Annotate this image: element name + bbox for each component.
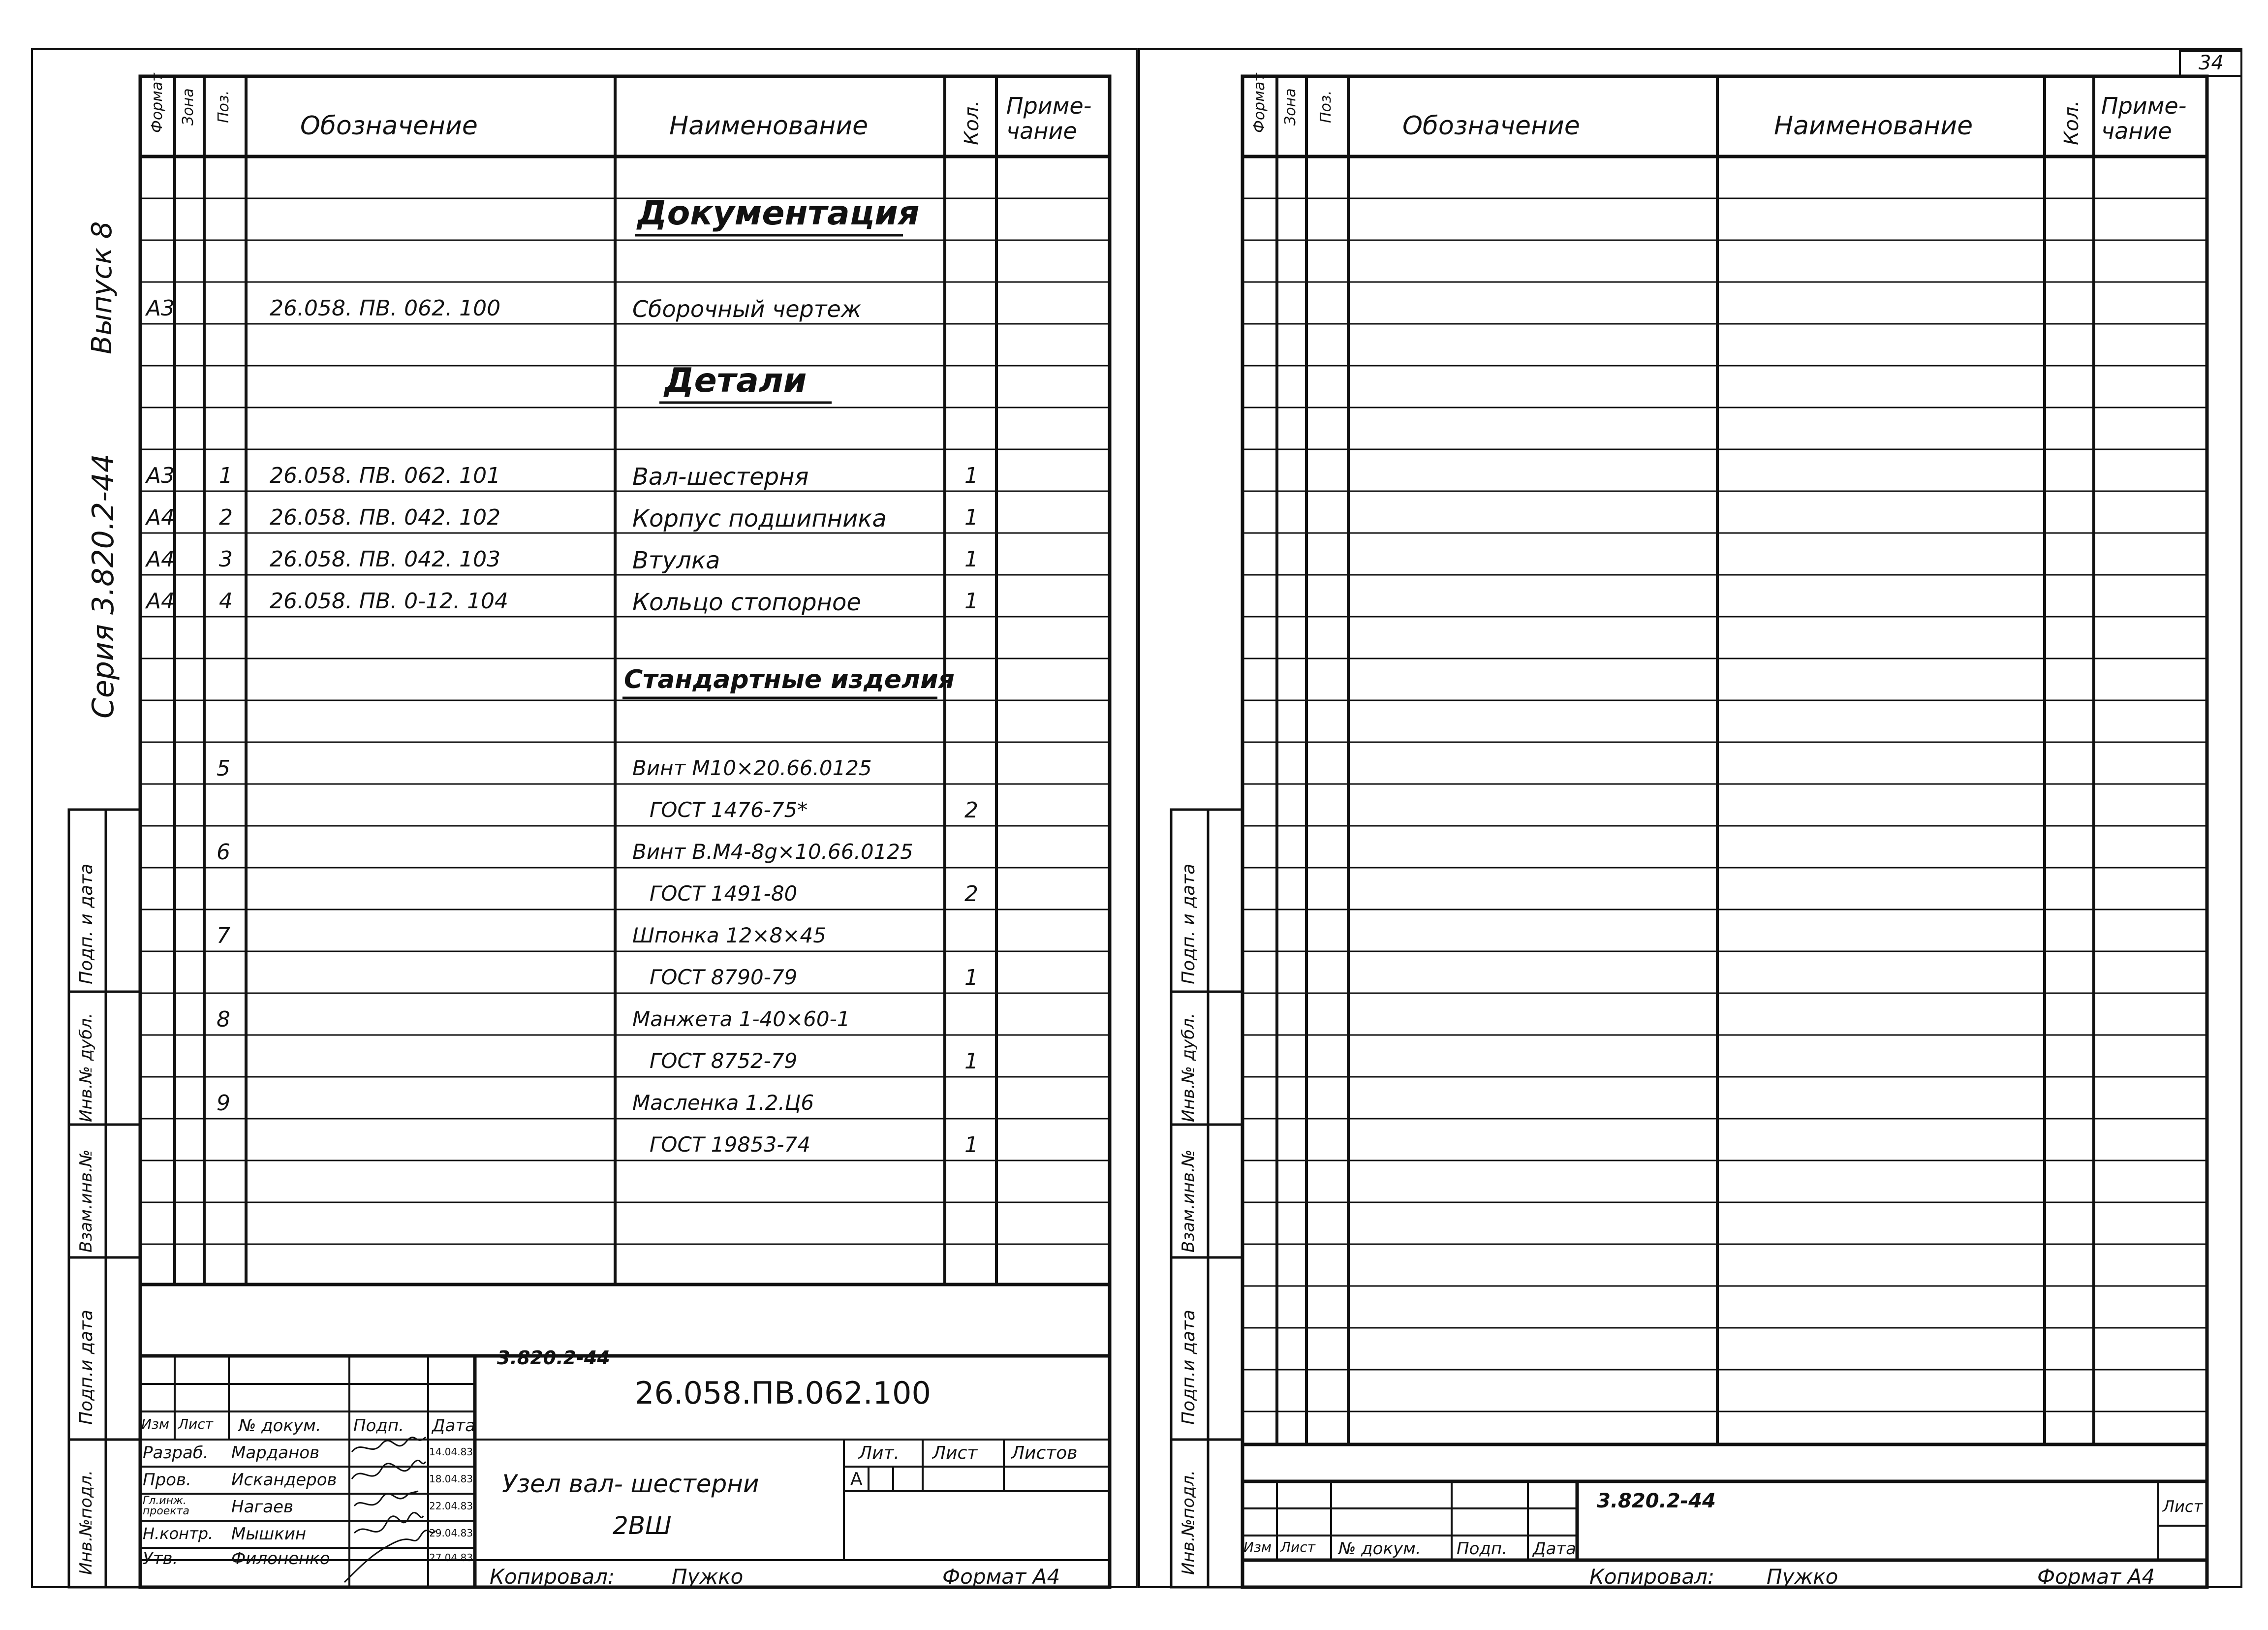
header-format: Формат	[1251, 73, 1268, 133]
tb-role: Разраб.	[143, 1443, 209, 1463]
tb-col-izm: Изм	[1243, 1539, 1272, 1555]
stamp-replace-inv: Взам.инв.№	[1179, 1149, 1198, 1253]
tb-series-code: 3.820.2-44	[1597, 1490, 1716, 1512]
tb-col-sign: Подп.	[1457, 1539, 1507, 1559]
tb-person: Марданов	[231, 1443, 320, 1463]
tb-sheet-label: Лист	[2163, 1497, 2203, 1516]
tb-col-list: Лист	[1280, 1539, 1315, 1555]
tb-col-list: Лист	[178, 1416, 213, 1432]
row-name: Вал-шестерня	[632, 463, 809, 491]
row-qty: 1	[964, 463, 978, 488]
tb-person: Филоненко	[231, 1549, 330, 1568]
copied-by: Копировал:	[1589, 1565, 1715, 1589]
row-name: Кольцо стопорное	[632, 589, 861, 616]
tb-sheets-label: Листов	[1011, 1443, 1078, 1463]
row-qty: 1	[964, 547, 978, 572]
std-line1: Винт М10×20.66.0125	[632, 756, 872, 780]
copier: Пужко	[672, 1565, 744, 1589]
stamp-sign-date: Подп. и дата	[76, 863, 96, 984]
stamp-sign-date: Подп. и дата	[1179, 863, 1199, 984]
tb-col-date: Дата	[432, 1416, 476, 1436]
std-qty: 1	[964, 965, 978, 990]
std-pos: 9	[217, 1091, 230, 1116]
series-label: Серия 3.820.2-44	[86, 453, 121, 719]
stamp-replace-inv: Взам.инв.№	[76, 1149, 96, 1253]
std-pos: 6	[217, 840, 230, 865]
row-pos: 2	[219, 505, 233, 530]
row-format: А3	[146, 463, 175, 488]
tb-lit-label: Лит.	[859, 1443, 900, 1463]
std-pos: 8	[217, 1007, 230, 1032]
tb-date: 18.04.83	[429, 1473, 473, 1485]
row-pos: 3	[219, 547, 233, 572]
stamp-inv-dupl: Инв.№ дубл.	[1179, 1013, 1198, 1122]
row-format: А4	[146, 505, 175, 530]
tb-date: 29.04.83	[429, 1527, 473, 1539]
std-line1: Масленка 1.2.Ц6	[632, 1091, 814, 1115]
section-documentation: Документация	[637, 194, 920, 233]
tb-series-code: 3.820.2-44	[497, 1347, 610, 1369]
std-line2: ГОСТ 8790-79	[650, 965, 798, 989]
format-label: Формат А4	[2037, 1565, 2155, 1589]
tb-col-doc: № докум.	[239, 1416, 321, 1436]
std-line2: ГОСТ 19853-74	[650, 1132, 810, 1157]
std-qty: 1	[964, 1049, 978, 1074]
header-format: Формат	[149, 73, 166, 133]
row-name: Сборочный чертеж	[632, 296, 862, 322]
tb-date: 27.04.83	[429, 1552, 473, 1564]
tb-role: Н.контр.	[143, 1524, 214, 1543]
stamp-sign-date-2: Подп.и дата	[1179, 1310, 1199, 1425]
tb-col-doc: № докум.	[1338, 1539, 1421, 1559]
row-format: А4	[146, 547, 175, 572]
header-name: Наименование	[1774, 111, 1973, 141]
tb-person: Нагаев	[231, 1497, 294, 1517]
tb-date: 14.04.83	[429, 1446, 473, 1458]
tb-col-date: Дата	[1533, 1539, 1577, 1559]
header-qty: Кол.	[961, 100, 983, 145]
tb-col-sign: Подп.	[353, 1416, 404, 1436]
tb-role: Утв.	[143, 1549, 178, 1568]
row-designation: 26.058. ПВ. 062. 101	[270, 463, 501, 488]
format-label: Формат А4	[942, 1565, 1060, 1589]
header-name: Наименование	[669, 111, 869, 141]
tb-col-izm: Изм	[141, 1416, 169, 1432]
section-standard: Стандартные изделия	[624, 665, 955, 694]
std-pos: 7	[217, 923, 230, 948]
tb-lit-value: А	[850, 1469, 863, 1489]
row-name: Корпус подшипника	[632, 505, 887, 533]
copier: Пужко	[1767, 1565, 1838, 1589]
std-line1: Винт В.М4-8g×10.66.0125	[632, 840, 913, 864]
row-format: А4	[146, 589, 175, 614]
page-number: 34	[2199, 52, 2224, 74]
tb-title-line2: 2ВШ	[613, 1511, 672, 1540]
header-designation: Обозначение	[1402, 111, 1580, 141]
row-designation: 26.058. ПВ. 042. 103	[270, 547, 501, 572]
row-designation: 26.058. ПВ. 042. 102	[270, 505, 501, 530]
std-qty: 1	[964, 1132, 978, 1158]
row-pos: 4	[219, 589, 233, 614]
tb-role: Гл.инж. проекта	[143, 1495, 189, 1517]
std-line2: ГОСТ 1476-75*	[650, 798, 808, 822]
header-note: Приме- чание	[2101, 93, 2187, 144]
tb-title-line1: Узел вал- шестерни	[502, 1470, 759, 1498]
tb-date: 22.04.83	[429, 1500, 473, 1512]
std-qty: 2	[964, 798, 978, 823]
std-pos: 5	[217, 756, 230, 781]
row-format: А3	[146, 296, 175, 321]
copied-by: Копировал:	[490, 1565, 615, 1589]
tb-person: Искандеров	[231, 1470, 337, 1490]
std-qty: 2	[964, 881, 978, 907]
tb-doc-code: 26.058.ПВ.062.100	[635, 1375, 931, 1411]
row-qty: 1	[964, 589, 978, 614]
std-line1: Манжета 1-40×60-1	[632, 1007, 850, 1031]
header-zone: Зона	[180, 88, 197, 125]
tb-sheet-label: Лист	[932, 1443, 978, 1463]
stamp-inv-dupl: Инв.№ дубл.	[76, 1013, 96, 1122]
stamp-sign-date-2: Подп.и дата	[76, 1310, 96, 1425]
header-zone: Зона	[1282, 88, 1299, 125]
header-designation: Обозначение	[300, 111, 478, 141]
row-pos: 1	[219, 463, 233, 488]
row-designation: 26.058. ПВ. 062. 100	[270, 296, 501, 321]
row-designation: 26.058. ПВ. 0-12. 104	[270, 589, 508, 614]
tb-person: Мышкин	[231, 1524, 307, 1544]
header-pos: Поз.	[215, 90, 232, 123]
section-details: Детали	[664, 361, 807, 400]
std-line2: ГОСТ 1491-80	[650, 881, 798, 906]
std-line1: Шпонка 12×8×45	[632, 923, 826, 947]
header-qty: Кол.	[2060, 100, 2083, 145]
tb-role: Пров.	[143, 1470, 191, 1490]
row-name: Втулка	[632, 547, 720, 574]
header-note: Приме- чание	[1006, 93, 1092, 144]
stamp-inv-orig: Инв.№подл.	[76, 1470, 96, 1575]
std-line2: ГОСТ 8752-79	[650, 1049, 798, 1073]
header-pos: Поз.	[1317, 90, 1335, 123]
row-qty: 1	[964, 505, 978, 530]
stamp-inv-orig: Инв.№подл.	[1179, 1470, 1198, 1575]
issue-label: Выпуск 8	[86, 221, 118, 354]
